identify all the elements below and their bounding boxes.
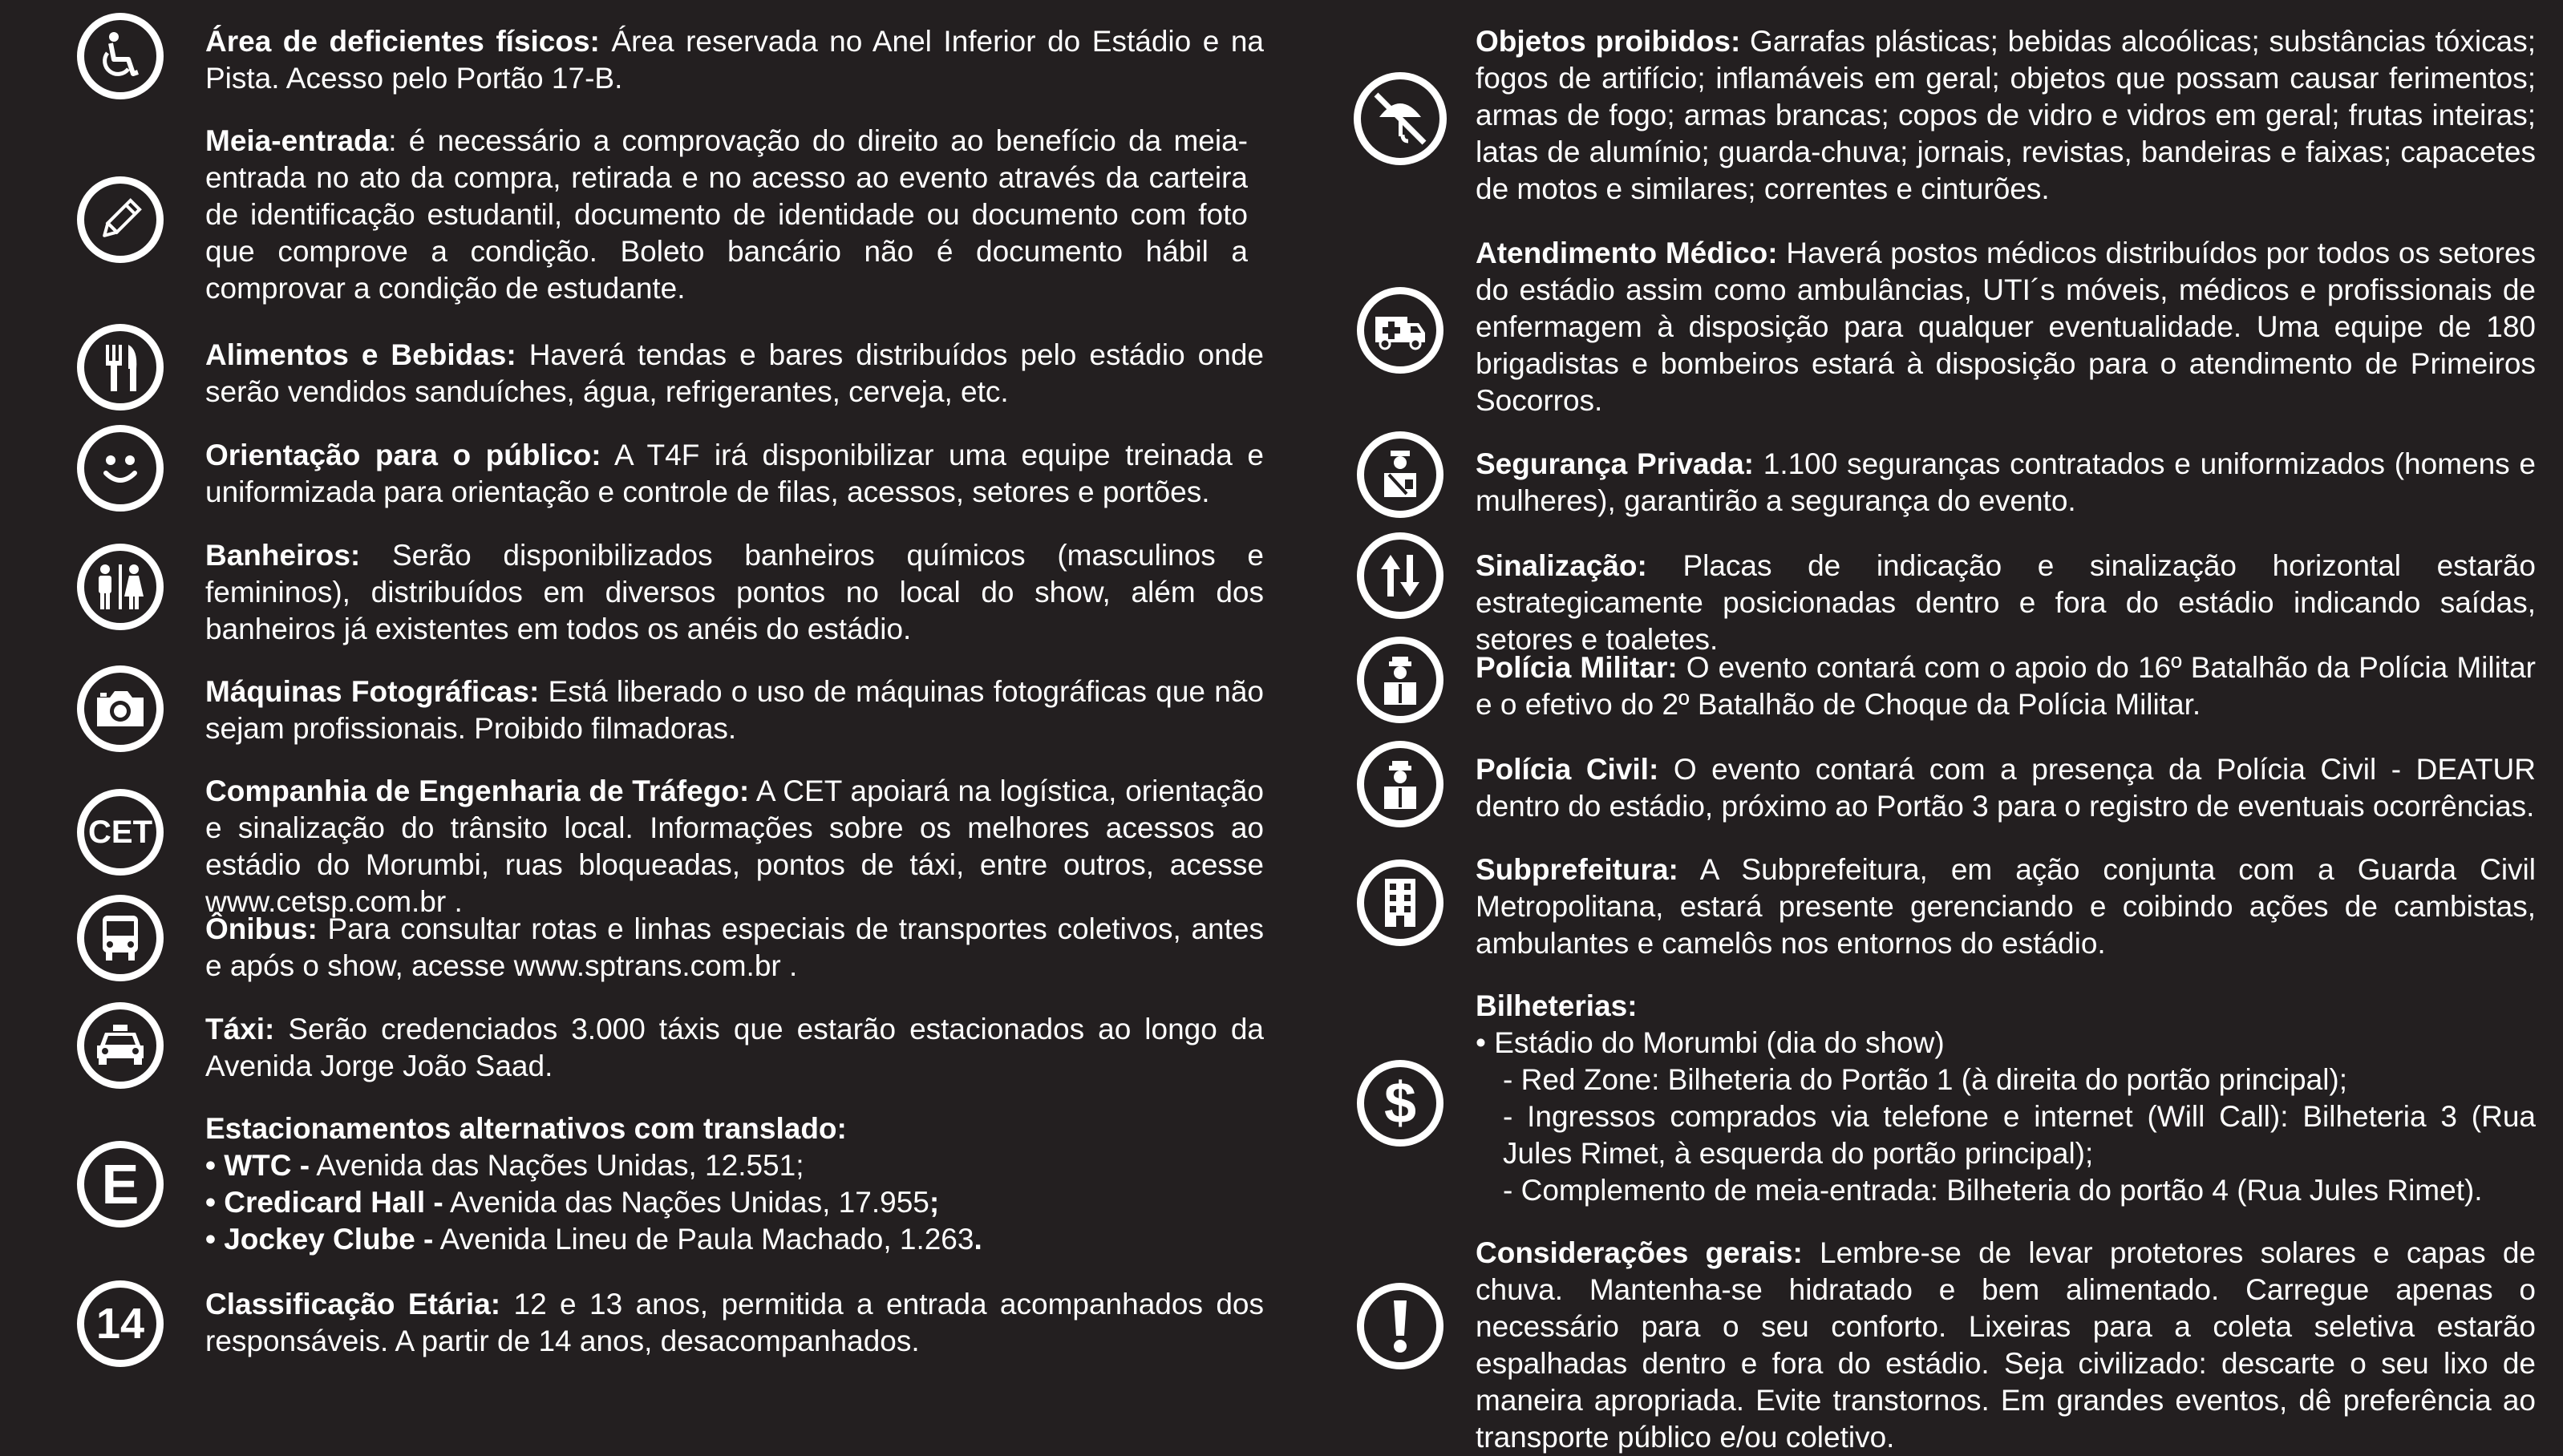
section-title: Alimentos e Bebidas: — [205, 338, 516, 371]
section-policia-militar — [1476, 649, 2536, 723]
camera-icon — [77, 665, 164, 752]
section-body: Serão credenciados 3.000 táxis que estarão estacionados ao longo da Avenida Jorge João Saad. — [205, 1013, 1264, 1082]
section-body: O evento contará com o apoio do 16º Batalhão da Polícia Militar e o efetivo do 2º Batalhão de Choque da Polícia Militar. — [1476, 651, 2536, 721]
section-orientacao — [205, 437, 1264, 511]
section-seguranca — [1476, 446, 2536, 520]
section-title: Área de deficientes físicos: — [205, 25, 600, 58]
cet-icon — [77, 789, 164, 876]
section-bilheterias — [1476, 988, 2536, 1209]
section-deficientes — [205, 23, 1264, 97]
sub-meia-entrada: - Complemento de meia-entrada: Bilheteria do portão 4 (Rua Jules Rimet). — [1503, 1174, 2483, 1207]
pencil-icon — [77, 176, 164, 263]
section-body: 12 e 13 anos, permitida a entrada acompanhados dos responsáveis. A partir de 14 anos, desacompanhados. — [205, 1288, 1264, 1357]
section-body: 1.100 seguranças contratados e uniformizados (homens e mulheres), garantirão a segurança do evento. — [1476, 447, 2537, 517]
section-sinalizacao — [1476, 548, 2536, 658]
exclamation-icon — [1357, 1283, 1443, 1369]
section-title: Polícia Civil: — [1476, 753, 1659, 786]
section-body: A CET apoiará na logística, orientação e sinalização do trânsito local. Informações sobre os melhores acessos ao estádio do Morumbi, ruas bloqueadas, pontos de táxi, entre outros, acesse www.cetsp.com.br . — [205, 775, 1264, 918]
section-title: Classificação Etária: — [205, 1288, 501, 1321]
section-maquinas — [205, 673, 1264, 747]
section-body: Área reservada no Anel Inferior do Estádio e na Pista. Acesso pelo Portão 17-B. — [205, 25, 1265, 95]
section-title: Atendimento Médico: — [1476, 237, 1778, 269]
section-body: Placas de indicação e sinalização horizontal estarão estrategicamente posicionadas dentro e fora do estádio indicando saídas, setores e toaletes. — [1476, 549, 2536, 656]
section-title: Considerações gerais: — [1476, 1236, 1803, 1269]
section-banheiros — [205, 537, 1264, 648]
section-body: Haverá postos médicos distribuídos por todos os setores do estádio assim como ambulâncias, UTI´s móveis, médicos e profissionais de enfermagem à disposição para qualquer eventualidade. Uma equipe de 180 brigadistas e bombeiros estará à disposição para o atendimento de Primeiros Socorros. — [1476, 237, 2536, 417]
age-14-icon-label: 14 — [95, 1300, 145, 1348]
bus-icon — [77, 895, 164, 981]
bullet-wtc: • WTC - Avenida das Nações Unidas, 12.551; — [205, 1149, 804, 1182]
restroom-icon — [77, 544, 164, 630]
section-body: Serão disponibilizados banheiros químicos (masculinos e femininos), distribuídos em diversos pontos no local do show, além dos banheiros já existentes em todos os anéis do estádio. — [205, 539, 1264, 645]
section-body: Lembre-se de levar protetores solares e capas de chuva. Mantenha-se hidratado e bem alimentado. Carregue apenas o necessário para o seu conforto. Lixeiras para a coleta seletiva estarão espalhadas dentro e fora do estádio. Seja civilizado: descarte o seu lixo de maneira apropriada. Evite transtornos. Em grandes eventos, dê preferência ao transporte público e/ou coletivo. — [1476, 1236, 2536, 1454]
bullet-jockey: • Jockey Clube - Avenida Lineu de Paula Machado, 1.263. — [205, 1223, 982, 1256]
parking-e-icon — [77, 1141, 164, 1227]
section-title: Ônibus: — [205, 912, 318, 945]
section-body: : é necessário a comprovação do direito ao benefício da meia-entrada no ato da compra, retirada e no acesso ao evento através da carteira de identificação estudantil, documento de identidade ou documento com foto que comprove a condição. Boleto bancário não é documento hábil a comprovar a condição de estudante. — [205, 124, 1248, 305]
military-police-icon — [1357, 637, 1443, 723]
section-policia-civil — [1476, 751, 2536, 825]
section-meia-entrada — [205, 123, 1248, 307]
bullet-credicard: • Credicard Hall - Avenida das Nações Unidas, 17.955; — [205, 1186, 940, 1219]
section-body: Está liberado o uso de máquinas fotográficas que não sejam profissionais. Proibido filmadoras. — [205, 675, 1264, 745]
section-title: Companhia de Engenharia de Tráfego: — [205, 775, 750, 807]
cet-icon-label: CET — [88, 815, 152, 850]
section-title: Segurança Privada: — [1476, 447, 1754, 480]
section-title: Táxi: — [205, 1013, 275, 1045]
wheelchair-icon — [77, 13, 164, 99]
section-body: A T4F irá disponibilizar uma equipe treinada e uniformizada para orientação e controle de filas, acessos, setores e portões. — [205, 439, 1264, 508]
section-body: Para consultar rotas e linhas especiais de transportes coletivos, antes e após o show, acesse www.sptrans.com.br . — [205, 912, 1264, 982]
section-body: O evento contará com a presença da Polícia Civil - DEATUR dentro do estádio, próximo ao Portão 3 para o registro de eventuais ocorrências. — [1476, 753, 2536, 823]
section-body: Garrafas plásticas; bebidas alcoólicas; substâncias tóxicas; fogos de artifício; inflamáveis em geral; objetos que possam causar ferimentos; armas de fogo; armas brancas; copos de vidro e vidros em geral; frutas inteiras; latas de alumínio; guarda-chuva; jornais, revistas, bandeiras e faixas; capacetes de motos e similares; correntes e cinturões. — [1476, 25, 2536, 205]
section-cet — [205, 773, 1264, 920]
section-title: Máquinas Fotográficas: — [205, 675, 540, 708]
section-title: Sinalização: — [1476, 549, 1647, 582]
section-title: Objetos proibidos: — [1476, 25, 1741, 58]
section-body: Haverá tendas e bares distribuídos pelo estádio onde serão vendidos sanduíches, água, refrigerantes, cerveja, etc. — [205, 338, 1264, 408]
section-classificacao — [205, 1286, 1264, 1360]
dollar-glyph: $ — [1383, 1071, 1417, 1135]
dollar-icon — [1357, 1060, 1443, 1147]
section-objetos-proibidos — [1476, 23, 2536, 208]
section-consideracoes — [1476, 1235, 2536, 1456]
prohibited-umbrella-icon — [1354, 72, 1447, 165]
section-title: Subprefeitura: — [1476, 853, 1678, 886]
section-alimentos — [205, 337, 1264, 411]
section-subprefeitura — [1476, 851, 2536, 962]
age-14-icon — [77, 1280, 164, 1367]
section-onibus — [205, 911, 1264, 985]
section-title: Banheiros: — [205, 539, 361, 572]
sub-will-call: - Ingressos comprados via telefone e internet (Will Call): Bilheteria 3 (Rua Jules Rimet, à esquerda do portão principal); — [1503, 1100, 2536, 1170]
bullet-morumbi: • Estádio do Morumbi (dia do show) — [1476, 1026, 1945, 1059]
section-atendimento-medico — [1476, 235, 2536, 419]
section-title: Bilheterias: — [1476, 989, 1638, 1022]
section-taxi — [205, 1011, 1264, 1085]
smiley-icon — [77, 425, 164, 512]
section-title: Meia-entrada — [205, 124, 389, 157]
parking-e-icon-label: E — [101, 1153, 140, 1215]
civil-police-icon — [1357, 741, 1443, 827]
building-icon — [1357, 859, 1443, 946]
arrows-updown-icon — [1357, 532, 1443, 619]
sub-red-zone: - Red Zone: Bilheteria do Portão 1 (à direita do portão principal); — [1503, 1063, 2348, 1096]
security-guard-icon — [1357, 431, 1443, 518]
taxi-icon — [77, 1002, 164, 1089]
ambulance-icon — [1357, 287, 1443, 374]
section-title: Orientação para o público: — [205, 439, 601, 471]
section-estacionamentos — [205, 1110, 1264, 1258]
section-title: Estacionamentos alternativos com translado: — [205, 1112, 847, 1145]
section-body: A Subprefeitura, em ação conjunta com a Guarda Civil Metropolitana, estará presente gerenciando e coibindo ações de cambistas, ambulantes e camelôs nos entornos do estádio. — [1476, 853, 2536, 960]
fork-knife-icon — [77, 324, 164, 411]
section-title: Polícia Militar: — [1476, 651, 1678, 684]
